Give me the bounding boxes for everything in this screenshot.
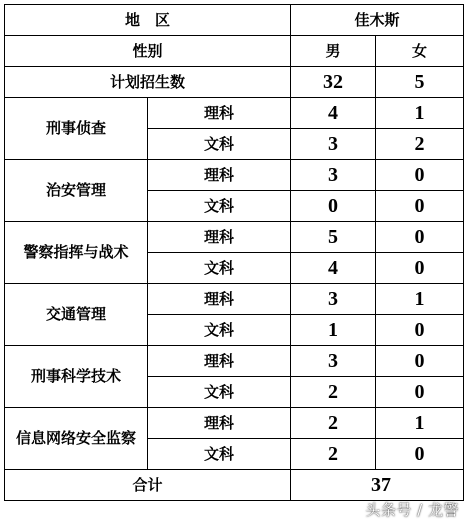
track-cell: 文科 — [148, 315, 291, 346]
female-count: 0 — [376, 315, 464, 346]
region-label: 地 区 — [5, 5, 291, 36]
table-row — [5, 222, 464, 253]
female-count: 0 — [376, 439, 464, 470]
track-cell: 文科 — [148, 253, 291, 284]
major-name: 刑事科学技术 — [5, 346, 148, 408]
major-name: 刑事侦查 — [5, 98, 148, 160]
major-name: 警察指挥与战术 — [5, 222, 148, 284]
major-name: 治安管理 — [5, 160, 148, 222]
male-count: 4 — [291, 253, 376, 284]
table-row — [5, 284, 464, 315]
total-label: 合计 — [5, 470, 291, 501]
female-count: 0 — [376, 160, 464, 191]
track-cell: 理科 — [148, 222, 291, 253]
track-cell: 文科 — [148, 377, 291, 408]
track-cell: 理科 — [148, 408, 291, 439]
female-count: 1 — [376, 284, 464, 315]
male-count: 2 — [291, 408, 376, 439]
gender-row — [5, 36, 464, 67]
track-cell: 理科 — [148, 98, 291, 129]
female-count: 0 — [376, 346, 464, 377]
track-cell: 文科 — [148, 191, 291, 222]
watermark: 头条号 / 龙警 — [365, 501, 459, 519]
female-count: 0 — [376, 253, 464, 284]
track-cell: 理科 — [148, 346, 291, 377]
male-header: 男 — [291, 36, 376, 67]
total-row — [5, 470, 464, 501]
male-count: 5 — [291, 222, 376, 253]
male-count: 3 — [291, 284, 376, 315]
female-count: 1 — [376, 408, 464, 439]
table-row — [5, 346, 464, 377]
table-row — [5, 98, 464, 129]
male-count: 2 — [291, 377, 376, 408]
female-count: 1 — [376, 98, 464, 129]
region-row — [5, 5, 464, 36]
total-cell — [291, 470, 464, 501]
plan-label: 计划招生数 — [5, 67, 291, 98]
female-count: 0 — [376, 191, 464, 222]
male-count: 3 — [291, 160, 376, 191]
female-count: 0 — [376, 222, 464, 253]
table-row — [5, 408, 464, 439]
female-count: 0 — [376, 377, 464, 408]
male-count: 2 — [291, 439, 376, 470]
male-count: 3 — [291, 346, 376, 377]
female-header: 女 — [376, 36, 464, 67]
track-cell: 理科 — [148, 160, 291, 191]
plan-female: 5 — [376, 67, 464, 98]
female-count: 2 — [376, 129, 464, 160]
enrollment-table — [4, 4, 464, 501]
total-value: 37 — [371, 474, 392, 496]
male-count: 3 — [291, 129, 376, 160]
region-value: 佳木斯 — [291, 5, 464, 36]
male-count: 1 — [291, 315, 376, 346]
track-cell: 文科 — [148, 129, 291, 160]
table-row — [5, 160, 464, 191]
gender-label: 性别 — [5, 36, 291, 67]
plan-male: 32 — [291, 67, 376, 98]
male-count: 0 — [291, 191, 376, 222]
track-cell: 文科 — [148, 439, 291, 470]
plan-row — [5, 67, 464, 98]
major-name: 信息网络安全监察 — [5, 408, 148, 470]
male-count: 4 — [291, 98, 376, 129]
track-cell: 理科 — [148, 284, 291, 315]
major-name: 交通管理 — [5, 284, 148, 346]
